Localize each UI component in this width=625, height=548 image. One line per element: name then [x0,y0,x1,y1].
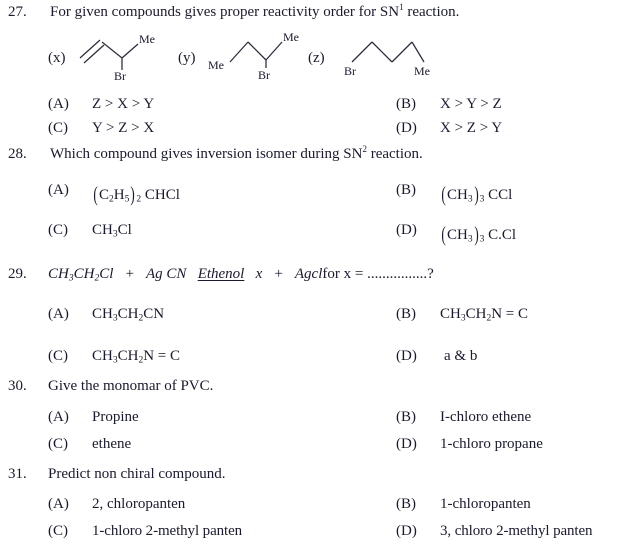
q27-option-d-label[interactable]: (D) [396,120,417,136]
eq-plus-2: + [273,266,284,282]
q29-option-c-formula[interactable]: $CH_3CH_2N = C$ [92,348,180,366]
q31-option-c-label[interactable]: (C) [48,523,68,539]
q31-option-d-label[interactable]: (D) [396,523,417,539]
structure-y-label-me-right: Me [283,30,299,44]
structure-y-label-me-left: Me [208,58,224,72]
eq-reagent: Ag CN [146,266,187,282]
question-28-stem-text: Which compound gives inversion isomer during SN [50,146,363,162]
q28-option-b-formula[interactable]: $(CH_3)_3$ CCl [441,182,513,206]
q29-option-c-label[interactable]: (C) [48,348,68,364]
q28-option-a-formula[interactable]: $(C_2H_5)_2$ CHCl [93,182,180,206]
question-28-number: 28. [8,146,27,162]
structure-y-label-br: Br [258,68,270,82]
structure-z-label-me: Me [414,64,430,78]
q29-option-a-label[interactable]: (A) [48,306,69,322]
eq-reactant: $CH_3CH_2Cl$ [48,266,114,284]
question-30-number: 30. [8,378,27,394]
structure-y-diagram [208,30,302,80]
question-27-stem-tail: reaction. [403,4,460,20]
eq-plus-1: + [124,266,135,282]
q31-option-c-text[interactable]: 1-chloro 2-methyl panten [92,523,243,539]
q28-option-c-formula[interactable]: $CH_3Cl$ [92,222,132,240]
eq-product-var: x [255,266,263,282]
q29-option-b-formula[interactable]: $CH_3CH_2N = C$ [440,306,528,324]
q29-option-d-formula[interactable]: a & b [444,348,478,364]
structure-z-diagram [342,30,442,80]
q28-option-c-label[interactable]: (C) [48,222,68,238]
q27-option-a-label[interactable]: (A) [48,96,69,112]
q30-option-a-label[interactable]: (A) [48,409,69,425]
q28-option-b-label[interactable]: (B) [396,182,416,198]
structure-x-tag: (x) [48,50,66,66]
q29-option-a-formula[interactable]: $CH_3CH_2CN$ [92,306,165,324]
question-31-number: 31. [8,466,27,482]
question-29-number: 29. [8,266,27,282]
eq-byproduct: Agcl [294,266,323,282]
sn2-superscript: 2 [362,144,367,154]
eq-condition: Ethenol [197,266,245,282]
question-29-equation [48,266,434,283]
q31-option-b-text[interactable]: 1-chloropanten [440,496,531,512]
q27-option-b-text[interactable]: X > Y > Z [440,96,502,112]
eq-tail: for x = ................? [322,266,434,282]
q30-option-d-label[interactable]: (D) [396,436,417,452]
q30-option-a-text[interactable]: Propine [92,409,139,425]
q31-option-a-text[interactable]: 2, chloropanten [92,496,186,512]
q30-option-b-label[interactable]: (B) [396,409,416,425]
structure-y-tag: (y) [178,50,196,66]
structure-x-diagram [78,30,164,83]
question-27-number: 27. [8,4,27,20]
question-28-stem-tail: reaction. [366,146,423,162]
question-30-stem: Give the monomar of PVC. [48,378,214,394]
q31-option-a-label[interactable]: (A) [48,496,69,512]
q28-option-d-formula[interactable]: $(CH_3)_3$ C.Cl [441,222,517,246]
question-31-stem: Predict non chiral compound. [48,466,226,482]
q31-option-b-label[interactable]: (B) [396,496,416,512]
q29-option-d-label[interactable]: (D) [396,348,417,364]
q30-option-b-text[interactable]: I-chloro ethene [440,409,532,425]
q27-option-c-label[interactable]: (C) [48,120,68,136]
q27-option-a-text[interactable]: Z > X > Y [92,96,155,112]
structure-x-label-me: Me [139,32,155,46]
q29-option-b-label[interactable]: (B) [396,306,416,322]
structure-z-label-br: Br [344,64,356,78]
structure-x-label-br: Br [114,69,126,83]
q27-option-d-text[interactable]: X > Z > Y [440,120,503,136]
q30-option-c-text[interactable]: ethene [92,436,132,452]
question-28-stem [50,146,423,163]
sn1-superscript: 1 [399,2,404,12]
q28-option-a-label[interactable]: (A) [48,182,69,198]
q30-option-d-text[interactable]: 1-chloro propane [440,436,543,452]
question-27-stem-text: For given compounds gives proper reactivity order for SN [50,4,400,20]
q27-option-b-label[interactable]: (B) [396,96,416,112]
q31-option-d-text[interactable]: 3, chloro 2-methyl panten [440,523,593,539]
structure-z-tag: (z) [308,50,325,66]
question-27-stem [50,4,459,21]
q27-option-c-text[interactable]: Y > Z > X [92,120,155,136]
q28-option-d-label[interactable]: (D) [396,222,417,238]
q30-option-c-label[interactable]: (C) [48,436,68,452]
